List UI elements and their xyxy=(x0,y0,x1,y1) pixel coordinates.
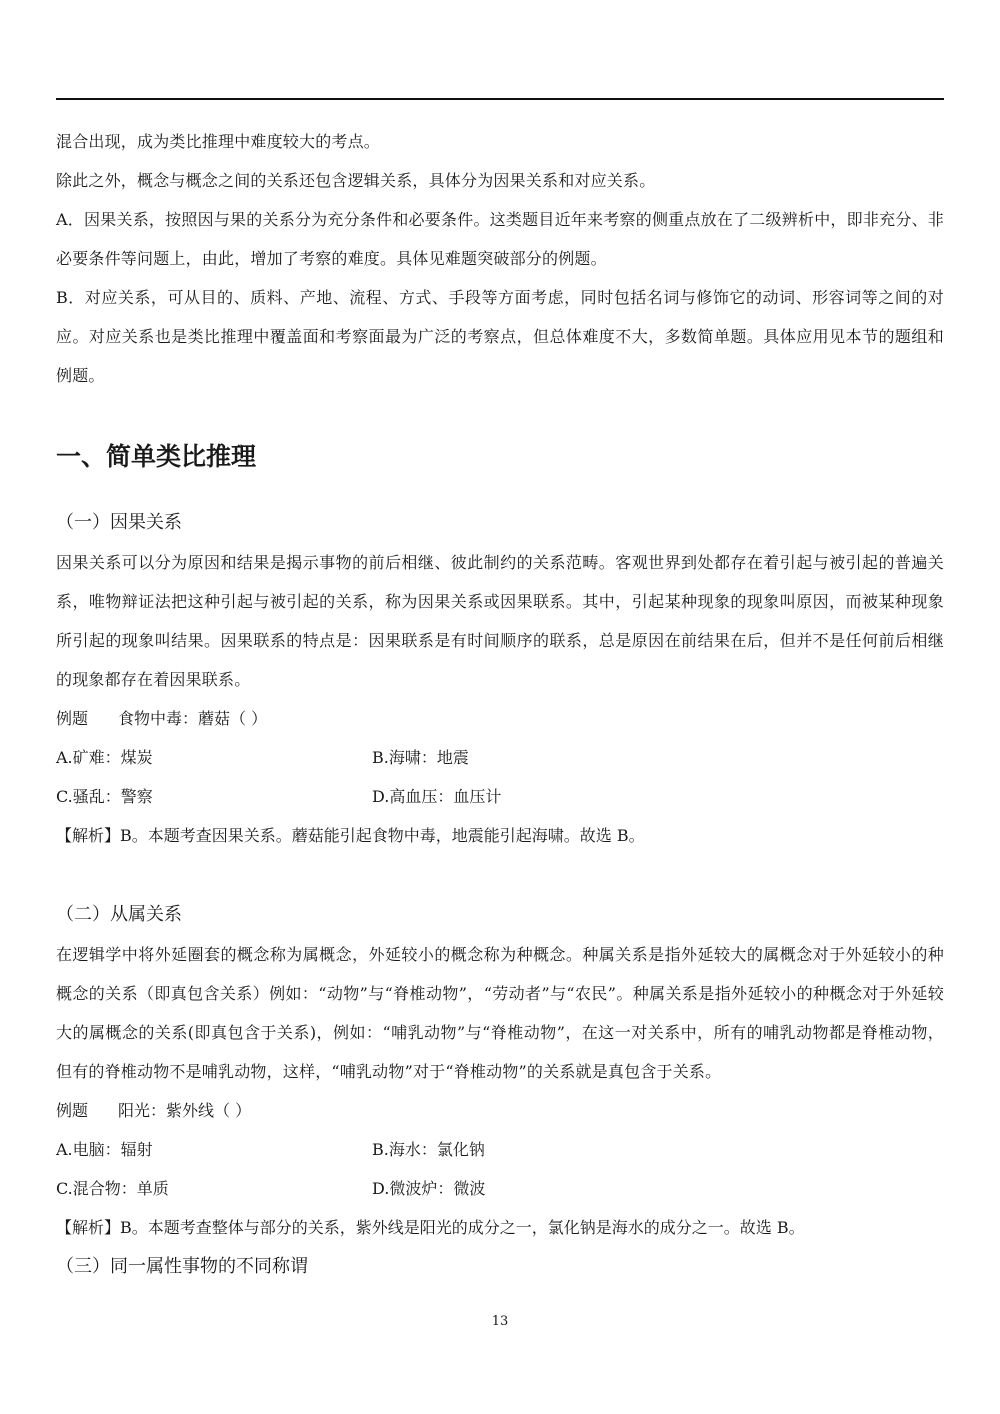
example-label: 例题 xyxy=(56,1101,89,1120)
option-b: B.海啸：地震 xyxy=(372,748,469,767)
causal-options xyxy=(56,738,944,816)
option-c: C.混合物：单质 xyxy=(56,1179,169,1198)
example-text: 阳光：紫外线（ ） xyxy=(118,1101,252,1120)
option-a: A.矿难：煤炭 xyxy=(56,748,153,767)
example-text: 食物中毒：蘑菇（ ） xyxy=(118,709,268,728)
page-content xyxy=(56,122,944,1287)
option-d: D.微波炉：微波 xyxy=(372,1179,486,1198)
intro-paragraph-2: 除此之外，概念与概念之间的关系还包含逻辑关系，具体分为因果关系和对应关系。 xyxy=(56,171,656,190)
causal-example xyxy=(56,699,944,738)
subordinate-options xyxy=(56,1130,944,1208)
header-rule xyxy=(56,98,944,100)
option-a: A.电脑：辐射 xyxy=(56,1140,153,1159)
intro-paragraph-1: 混合出现，成为类比推理中难度较大的考点。 xyxy=(56,132,381,151)
example-label: 例题 xyxy=(56,709,89,728)
option-b: B.海水：氯化钠 xyxy=(372,1140,485,1159)
intro-paragraph-b: B．对应关系，可从目的、质料、产地、流程、方式、手段等方面考虑，同时包括名词与修饰它的动词、形容词等之间的对应。对应关系也是类比推理中覆盖面和考察面最为广泛的考察点，但总体难度不大，多数简单题。具体应用见本节的题组和例题。 xyxy=(56,288,944,385)
subsection-heading-subordinate: （二）从属关系 xyxy=(56,904,182,925)
option-d: D.高血压：血压计 xyxy=(372,787,502,806)
option-c: C.骚乱：警察 xyxy=(56,787,153,806)
intro-paragraph-a: A．因果关系，按照因与果的关系分为充分条件和必要条件。这类题目近年来考察的侧重点放在了二级辨析中，即非充分、非必要条件等问题上，由此，增加了考察的难度。具体见难题突破部分的例题。 xyxy=(56,210,944,268)
section-heading: 一、简单类比推理 xyxy=(56,442,257,471)
subsection-heading-causal: （一）因果关系 xyxy=(56,512,182,533)
subsection-heading-names: （三）同一属性事物的不同称谓 xyxy=(56,1256,308,1277)
page-number: 13 xyxy=(491,1314,509,1329)
causal-analysis: 【解析】B。本题考查因果关系。蘑菇能引起食物中毒，地震能引起海啸。故选 B。 xyxy=(56,826,645,845)
causal-body: 因果关系可以分为原因和结果是揭示事物的前后相继、彼此制约的关系范畴。客观世界到处都存在着引起与被引起的普遍关系，唯物辩证法把这种引起与被引起的关系，称为因果关系或因果联系。其中，引起某种现象的现象叫原因，而被某种现象所引起的现象叫结果。因果联系的特点是：因果联系是有时间顺序的联系，总是原因在前结果在后，但并不是任何前后相继的现象都存在着因果联系。 xyxy=(56,553,944,689)
subordinate-body: 在逻辑学中将外延圈套的概念称为属概念，外延较小的概念称为种概念。种属关系是指外延较大的属概念对于外延较小的种概念的关系（即真包含关系）例如：“动物”与“脊椎动物”，“劳动者”与“农民”。种属关系是指外延较小的种概念对于外延较大的属概念的关系(即真包含于关系)，例如：“哺乳动物”与“脊椎动物”，在这一对关系中，所有的哺乳动物都是脊椎动物，但有的脊椎动物不是哺乳动物，这样，“哺乳动物”对于“脊椎动物”的关系就是真包含于关系。 xyxy=(56,945,944,1081)
subordinate-example xyxy=(56,1091,944,1130)
subordinate-analysis: 【解析】B。本题考查整体与部分的关系，紫外线是阳光的成分之一，氯化钠是海水的成分之一。故选 B。 xyxy=(56,1218,805,1237)
